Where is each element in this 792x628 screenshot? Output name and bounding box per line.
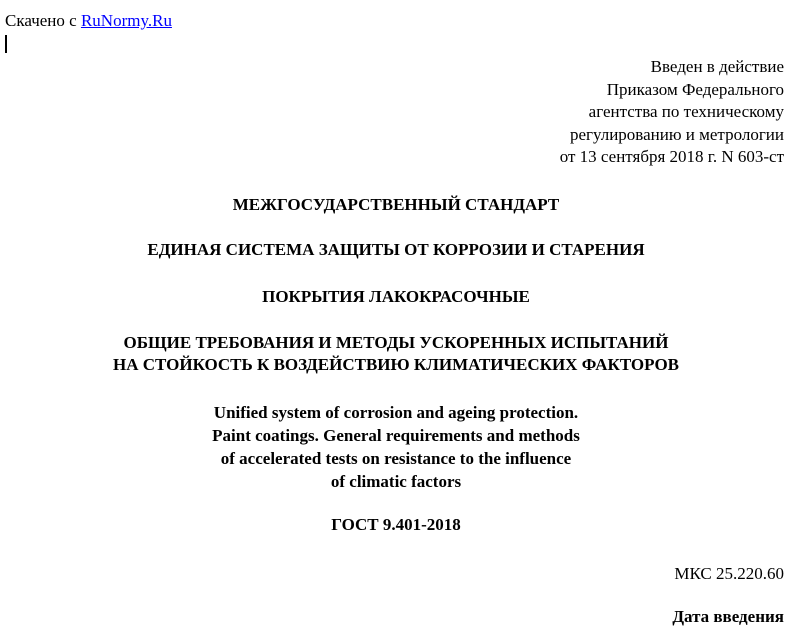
mks-code: МКС 25.220.60 [674,564,784,583]
title-en-line: of climatic factors [330,472,462,491]
title-ru-line: ОБЩИЕ ТРЕБОВАНИЯ И МЕТОДЫ УСКОРЕННЫХ ИСПЫТАНИЙ [123,333,669,352]
coatings-heading: ПОКРЫТИЯ ЛАКОКРАСОЧНЫЕ [262,287,530,306]
introduction-notice [560,56,784,169]
intro-line: регулированию и метрологии [569,124,784,144]
title-en-line: of accelerated tests on resistance to the influence [220,449,572,468]
download-prefix: Скачено с [5,11,81,30]
intro-line: Введен в действие [650,57,784,76]
title-en-line: Unified system of corrosion and ageing protection. [213,403,579,422]
date-intro-label: Дата введения [672,607,784,626]
intro-line: агентства по техническому [588,102,784,121]
title-ru-line: НА СТОЙКОСТЬ К ВОЗДЕЙСТВИЮ КЛИМАТИЧЕСКИХ ФАКТОРОВ [112,355,680,374]
download-source-line [5,10,172,32]
gost-number: ГОСТ 9.401-2018 [331,515,461,534]
intro-line: Приказом Федерального [606,79,784,99]
interstate-standard-heading: МЕЖГОСУДАРСТВЕННЫЙ СТАНДАРТ [232,195,560,214]
title-ru [0,332,792,376]
runormy-link[interactable]: RuNormy.Ru [80,11,172,30]
intro-line: от 13 сентября 2018 г. N 603-ст [559,147,784,166]
system-heading: ЕДИНАЯ СИСТЕМА ЗАЩИТЫ ОТ КОРРОЗИИ И СТАРЕНИЯ [147,240,645,259]
text-cursor [5,35,7,53]
title-en [0,401,792,493]
title-en-line: Paint coatings. General requirements and methods [212,426,580,445]
